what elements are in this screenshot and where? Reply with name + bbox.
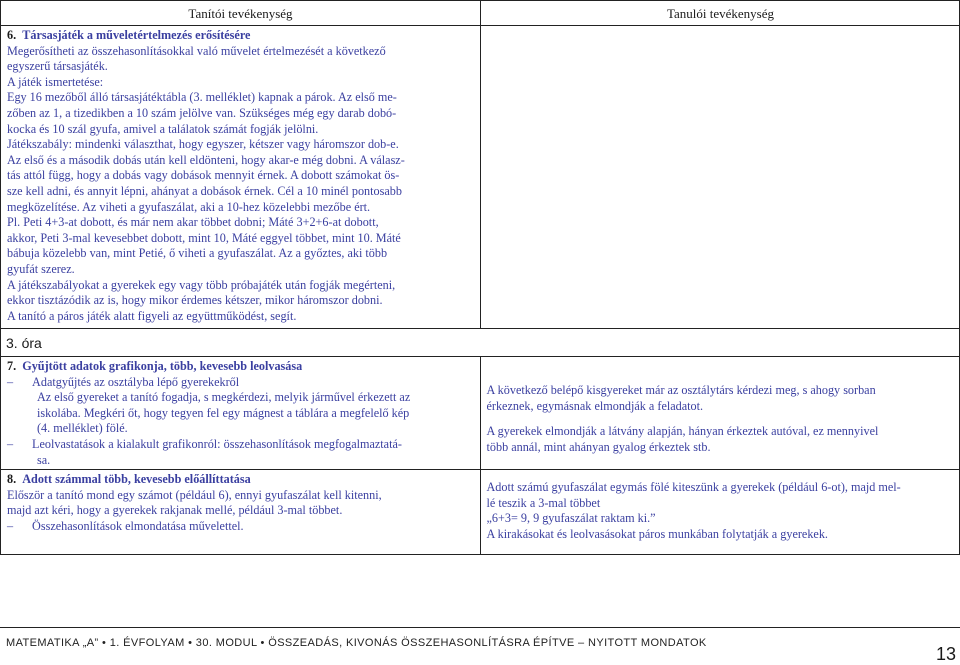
section7-title: Gyűjtött adatok grafikonja, több, kevesebb leolvasása — [22, 359, 303, 373]
section7-item — [7, 437, 476, 453]
teacher-column-header: Tanítói tevékenység — [188, 6, 293, 21]
section8-item-text: Összehasonlítások elmondatása művelettel. — [32, 518, 244, 533]
header-cell-teacher — [1, 1, 481, 26]
section7-title-row — [7, 359, 476, 375]
section8-line: Először a tanító mond egy számot (például 6), ennyi gyufaszálat kell kitenni, — [7, 487, 382, 502]
section6-cell — [1, 26, 481, 329]
section7-item-text: Leolvastatások a kialakult grafikonról: összehasonlítások megfogalmaztatá- — [32, 436, 402, 451]
section6-line: Játékszabály: mindenki választhat, hogy egyszer, kétszer vagy háromszor dob-e. — [7, 137, 399, 152]
spacer — [487, 414, 956, 424]
section7-student-line: több annál, mint ahányan gyalog érkeztek stb. — [486, 439, 711, 454]
section7-cell — [1, 357, 481, 470]
section7-item-text: (4. melléklet) fölé. — [37, 421, 128, 436]
section6-line: Egy 16 mezőből álló társasjátéktábla (3. melléklet) kapnak a párok. Az első me- — [7, 90, 397, 105]
section6-line: kocka és 10 szál gyufa, amivel a találatok számát fogják jelölni. — [7, 121, 319, 136]
section6-line: megközelítése. Az viheti a gyufaszálat, aki a 10-hez közelebbi mezőbe ért. — [7, 199, 371, 214]
student-column-header: Tanulói tevékenység — [666, 6, 775, 21]
dash-bullet: – — [7, 436, 14, 451]
dash-bullet: – — [7, 518, 14, 533]
section6-line: gyufát szerez. — [7, 261, 75, 276]
footer-text: MATEMATIKA „A” • 1. ÉVFOLYAM • 30. MODUL • ÖSSZEADÁS, KIVONÁS ÖSSZEHASONLÍTÁSRA ÉPÍTVE – NYITOTT MONDATOK — [6, 637, 707, 649]
section6-number: 6. — [7, 28, 17, 42]
section6-line: A játékszabályokat a gyerekek egy vagy több próbajáték után fogják megérteni, — [7, 277, 396, 292]
section6-line: Megerősítheti az összehasonlításokkal való művelet értelmezését a következő — [7, 43, 386, 58]
section8-number: 8. — [7, 472, 17, 486]
section8-title-row — [7, 472, 476, 488]
lesson-hour-label: 3. óra — [6, 335, 42, 351]
section6-line: Pl. Peti 4+3-at dobott, és már nem akar többet dobni; Máté 3+2+6-at dobott, — [7, 215, 379, 230]
section6-line: zőben az 1, a tizedikben a 10 szám jelölve van. Szükséges még egy darab dobó- — [7, 105, 397, 120]
section7-item-text: Adatgyűjtés az osztályba lépő gyerekekről — [32, 374, 240, 389]
section6-student-cell — [480, 26, 960, 329]
footer-divider — [0, 627, 960, 628]
section7-student-line: A következő belépő kisgyereket már az osztálytárs kérdezi meg, s ahogy sorban — [486, 383, 876, 397]
section6-line: sze kell adni, és annyit lépni, ahányat a dobások érnek. Cél a 10 minél pontosabb — [7, 183, 402, 198]
section6-line: A tanító a páros játék alatt figyeli az együttműködést, segít. — [7, 308, 297, 323]
section7-student-cell — [480, 357, 960, 470]
section7-item-text: iskolába. Megkéri őt, hogy tegyen fel egy mágnest a táblára a megfelelő kép — [37, 405, 410, 420]
section6-line: Az első és a második dobás után kell eldönteni, hogy akar-e még dobni. A válasz- — [7, 152, 405, 167]
section6-title: Társasjáték a műveletértelmezés erősítésére — [22, 28, 251, 42]
dash-bullet: – — [7, 374, 14, 389]
ora-cell — [1, 329, 481, 357]
section6-line: bábuja közelebb van, mint Petié, ő viheti a gyufaszálat. Az a győztes, aki több — [7, 246, 388, 261]
ora-cell-right — [480, 329, 960, 357]
section7-student-line: érkeznek, egymásnak elmondják a feladatot. — [486, 398, 704, 413]
section7-number: 7. — [7, 359, 17, 373]
section8-line: majd azt kéri, hogy a gyerekek rakjanak mellé, például 3-mal többet. — [7, 503, 343, 518]
header-cell-student — [480, 1, 960, 26]
section8-student-line: Adott számú gyufaszálat egymás fölé kiteszünk a gyerekek (például 6-ot), majd mel- — [486, 480, 901, 494]
section8-student-line: lé teszik a 3-mal többet — [486, 495, 601, 510]
section6-line: tás attól függ, hogy a dobás vagy dobások mennyit érnek. A dobott számokat ös- — [7, 168, 400, 183]
section6-line: akkor, Peti 3-mal kevesebbet dobott, mint 10, Máté eggyel többet, mint 10. Máté — [7, 230, 401, 245]
page-number: 13 — [935, 644, 956, 664]
section7-item-text: Az első gyereket a tanító fogadja, s megkérdezi, melyik járművel érkezett az — [37, 390, 411, 405]
section8-student-cell — [480, 470, 960, 555]
section8-item — [7, 519, 476, 535]
section8-cell — [1, 470, 481, 555]
section8-title: Adott számmal több, kevesebb előállíttatása — [22, 472, 251, 486]
section7-student-line: A gyerekek elmondják a látvány alapján, hányan érkeztek autóval, ez mennyivel — [486, 424, 879, 439]
section6-line: A játék ismertetése: — [7, 74, 104, 89]
section8-student-line: „6+3= 9, 9 gyufaszálat raktam ki.” — [486, 511, 656, 526]
section7-item — [7, 375, 476, 391]
section8-student-line: A kirakásokat és leolvasásokat páros munkában folytatják a gyerekek. — [486, 526, 828, 541]
section6-line: ekkor tisztázódik az is, hogy mikor érdemes kétszer, mikor háromszor dobni. — [7, 293, 383, 308]
section7-item-text: sa. — [37, 452, 51, 467]
section6-line: egyszerű társasjáték. — [7, 59, 108, 74]
section6-title-row — [7, 28, 476, 44]
